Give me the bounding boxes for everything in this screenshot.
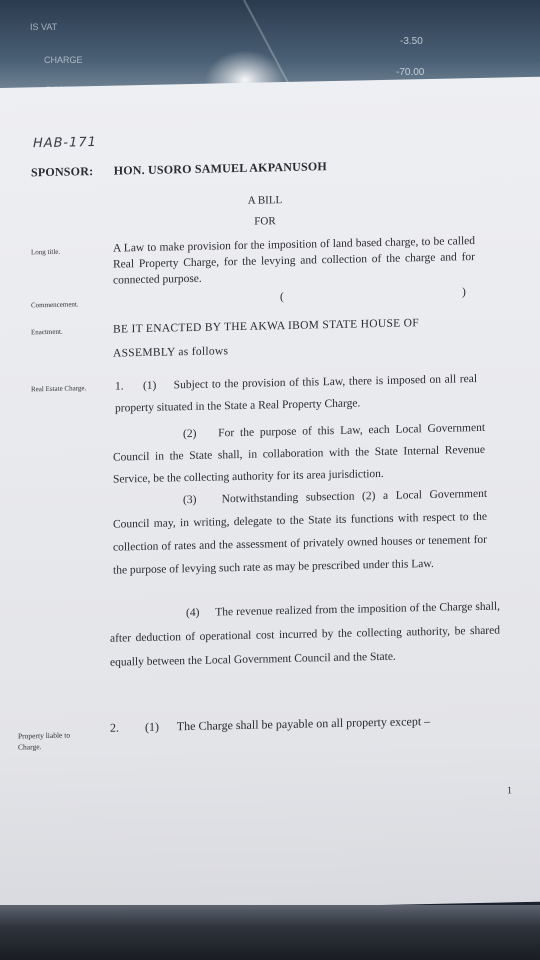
document-page [0, 77, 540, 913]
enactment-text [113, 310, 478, 366]
screen-amount-2: -70.00 [396, 67, 425, 78]
screen-line-charge: CHARGE [44, 55, 83, 65]
margin-label-long-title: Long title. [31, 247, 61, 257]
section1-subsection-1 [115, 368, 477, 420]
subsection-text-1: Subject to the provision of this Law, there is imposed on all real property situated in the State a Real Property Charge. [115, 373, 478, 415]
long-title-text: A Law to make provision for the imposition of land based charge, to be called Real Property Charge, for the levying and collection of the charge and for connected purpose. [113, 235, 475, 287]
screen-line-vat: IS VAT [30, 22, 58, 32]
section2-number: 2. [110, 720, 119, 735]
bill-heading-a-bill: A BILL [247, 194, 283, 207]
margin-label-enactment: Enactment. [31, 327, 63, 337]
margin-label-property-liable: Property liable to Charge. [18, 730, 71, 752]
sponsor-label: SPONSOR: [31, 164, 94, 180]
sponsor-line [31, 159, 327, 180]
section1-subsection-4 [110, 595, 500, 675]
subsection-number-1: (1) [142, 379, 157, 393]
subsection-number-2: (2) [183, 427, 197, 441]
sponsor-name: HON. USORO SAMUEL AKPANUSOH [113, 159, 327, 178]
section2-text: The Charge shall be payable on all property except – [176, 713, 431, 734]
subsection-number-4: (4) [186, 606, 200, 620]
bill-heading-for: FOR [254, 215, 276, 228]
margin-label-commencement: Commencement. [31, 300, 79, 310]
subsection-text-4: The revenue realized from the imposition of the Charge shall, after deduction of operational cost incurred by the collecting authority, be shared equally between the Local Government Council and the State. [110, 600, 500, 669]
section1-number: 1. [115, 380, 124, 393]
section1-subsection-3 [113, 483, 487, 583]
margin-label-real-estate-charge: Real Estate Charge. [31, 384, 87, 394]
commencement-close-bracket: ) [462, 286, 466, 299]
commencement-open-bracket: ( [280, 291, 284, 304]
surface-tile [430, 905, 540, 960]
section2-subsection-1 [110, 712, 490, 737]
section2-subsection-number: (1) [145, 719, 159, 734]
screen-amount-1: -3.50 [400, 36, 423, 47]
enactment-tail: as follows [178, 345, 229, 359]
page-number: 1 [507, 785, 512, 797]
subsection-text-3: Notwithstanding subsection (2) a Local Government Council may, in writing, delegate to the State its functions with respect to the collection of rates and the assessment of privately owned houses or tenement for the purpose of levying such rate as may be prescribed under this Law. [113, 487, 488, 577]
handwritten-reference: HAB-171 [33, 134, 97, 152]
subsection-number-3: (3) [183, 493, 197, 507]
subsection-text-2: For the purpose of this Law, each Local Government Council in the State shall, in collaboration with the State Internal Revenue Service, be the collecting authority for its area jurisdiction. [113, 421, 486, 486]
section1-subsection-2 [113, 417, 485, 491]
enactment-caps: BE IT ENACTED BY THE AKWA IBOM STATE HOUSE OF ASSEMBLY [113, 317, 419, 360]
